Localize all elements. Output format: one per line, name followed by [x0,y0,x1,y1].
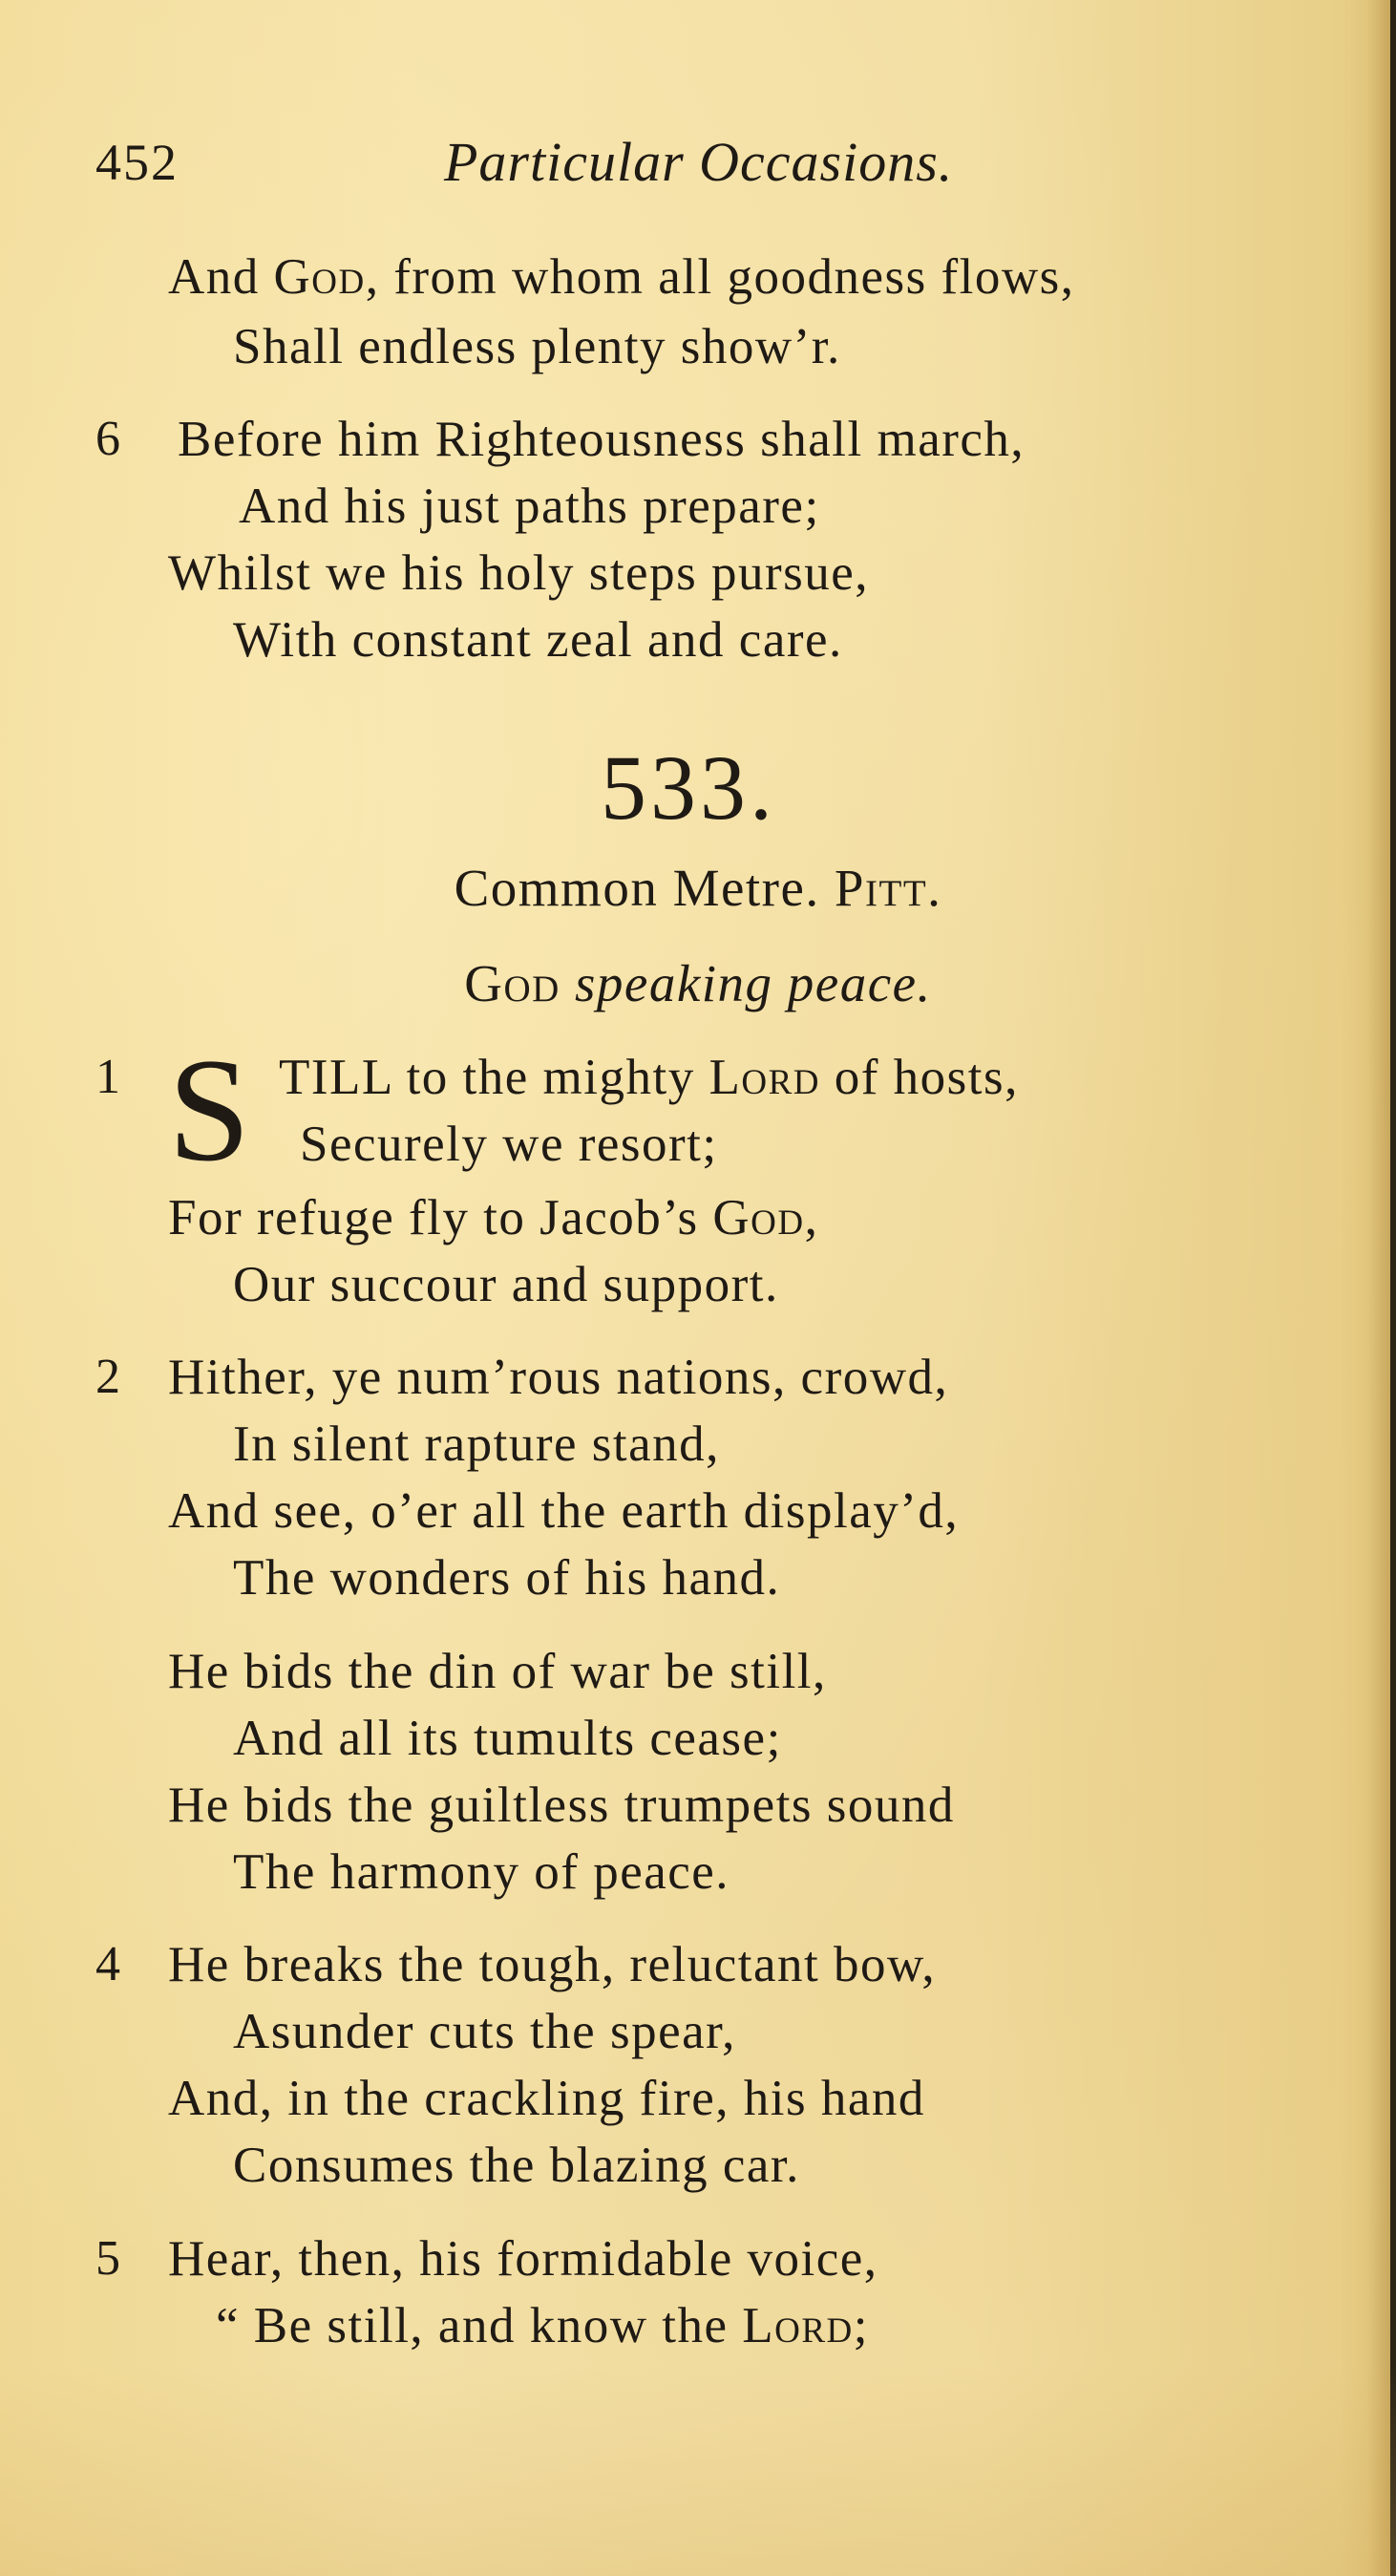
verse-5-line-2 [216,2292,869,2359]
page-bottom-shade [0,2366,1396,2576]
fragment-line-1-post: , from whom all goodness flows, [365,249,1075,305]
verse-1-line-1-lord: Lord [709,1050,820,1105]
verse-1-line-1-caps: TILL [279,1050,392,1105]
verse-6-line-2: And his just paths prepare; [239,479,820,534]
verse-1-number: 1 [95,1050,120,1104]
drop-cap: S [168,1028,251,1192]
verse-6-line-1: Before him Righteousness shall march, [178,412,1026,467]
verse-1-line-3-god: God [712,1190,805,1245]
verse-5-line-2-pre: “ Be still, and know the [216,2298,743,2353]
verse-5-line-1: Hear, then, his formidable voice, [168,2231,878,2287]
verse-6-line-4: With constant zeal and care. [233,612,843,668]
page-number: 452 [95,134,179,191]
verse-6-line-3: Whilst we his holy steps pursue, [168,545,869,601]
hymn-subtitle [0,950,1396,1017]
verse-5-line-2-lord: Lord [742,2298,854,2353]
verse-2-line-1: Hither, ye num’rous nations, crowd, [168,1350,949,1405]
verse-3-line-2: And all its tumults cease; [233,1711,782,1766]
verse-3-line-3: He bids the guiltless trumpets sound [168,1778,955,1833]
verse-1-line-3-end: , [804,1190,819,1245]
verse-4-line-2: Asunder cuts the spear, [233,2004,736,2059]
hymn-author: Pitt. [834,859,942,917]
verse-1-line-3 [168,1184,818,1251]
verse-2-line-2: In silent rapture stand, [233,1416,720,1472]
fragment-line-2: Shall endless plenty show’r. [233,319,841,374]
verse-1-line-1-mid: to the mighty [391,1050,709,1105]
verse-2-number: 2 [95,1350,120,1404]
verse-3-line-1: He bids the din of war be still, [168,1644,827,1699]
fragment-line-1-god: God [273,249,366,305]
fragment-line-1-pre: And [168,249,274,305]
metre-label: Common Metre. [454,859,835,917]
verse-1-line-4: Our succour and support. [233,1257,779,1312]
verse-1-line-2: Securely we resort; [300,1117,718,1172]
verse-1-line-1 [279,1044,1019,1111]
verse-5-line-2-end: ; [853,2298,869,2353]
subtitle-italic: speaking peace. [560,954,932,1012]
verse-4-line-1: He breaks the tough, reluctant bow, [168,1937,937,1992]
metre-line [0,855,1396,922]
verse-6-number: 6 [95,412,120,466]
fragment-line-1 [168,244,1075,310]
verse-4-line-3: And, in the crackling fire, his hand [168,2071,925,2126]
verse-3-line-4: The harmony of peace. [233,1844,730,1900]
verse-4-line-4: Consumes the blazing car. [233,2138,800,2193]
verse-2-line-4: The wonders of his hand. [233,1550,781,1606]
running-head [95,124,1050,201]
subtitle-god: God [464,954,561,1012]
verse-1-line-1-end: of hosts, [819,1050,1019,1105]
hymn-number [0,735,1396,841]
verse-5-number: 5 [95,2231,120,2286]
page-edge-line [1390,0,1396,2576]
verse-4-number: 4 [95,1937,120,1991]
hymn-number-text: 533. [601,736,776,839]
verse-1-line-3-pre: For refuge fly to Jacob’s [168,1190,713,1245]
verse-2-line-3: And see, o’er all the earth display’d, [168,1483,960,1539]
running-title: Particular Occasions. [444,131,954,193]
